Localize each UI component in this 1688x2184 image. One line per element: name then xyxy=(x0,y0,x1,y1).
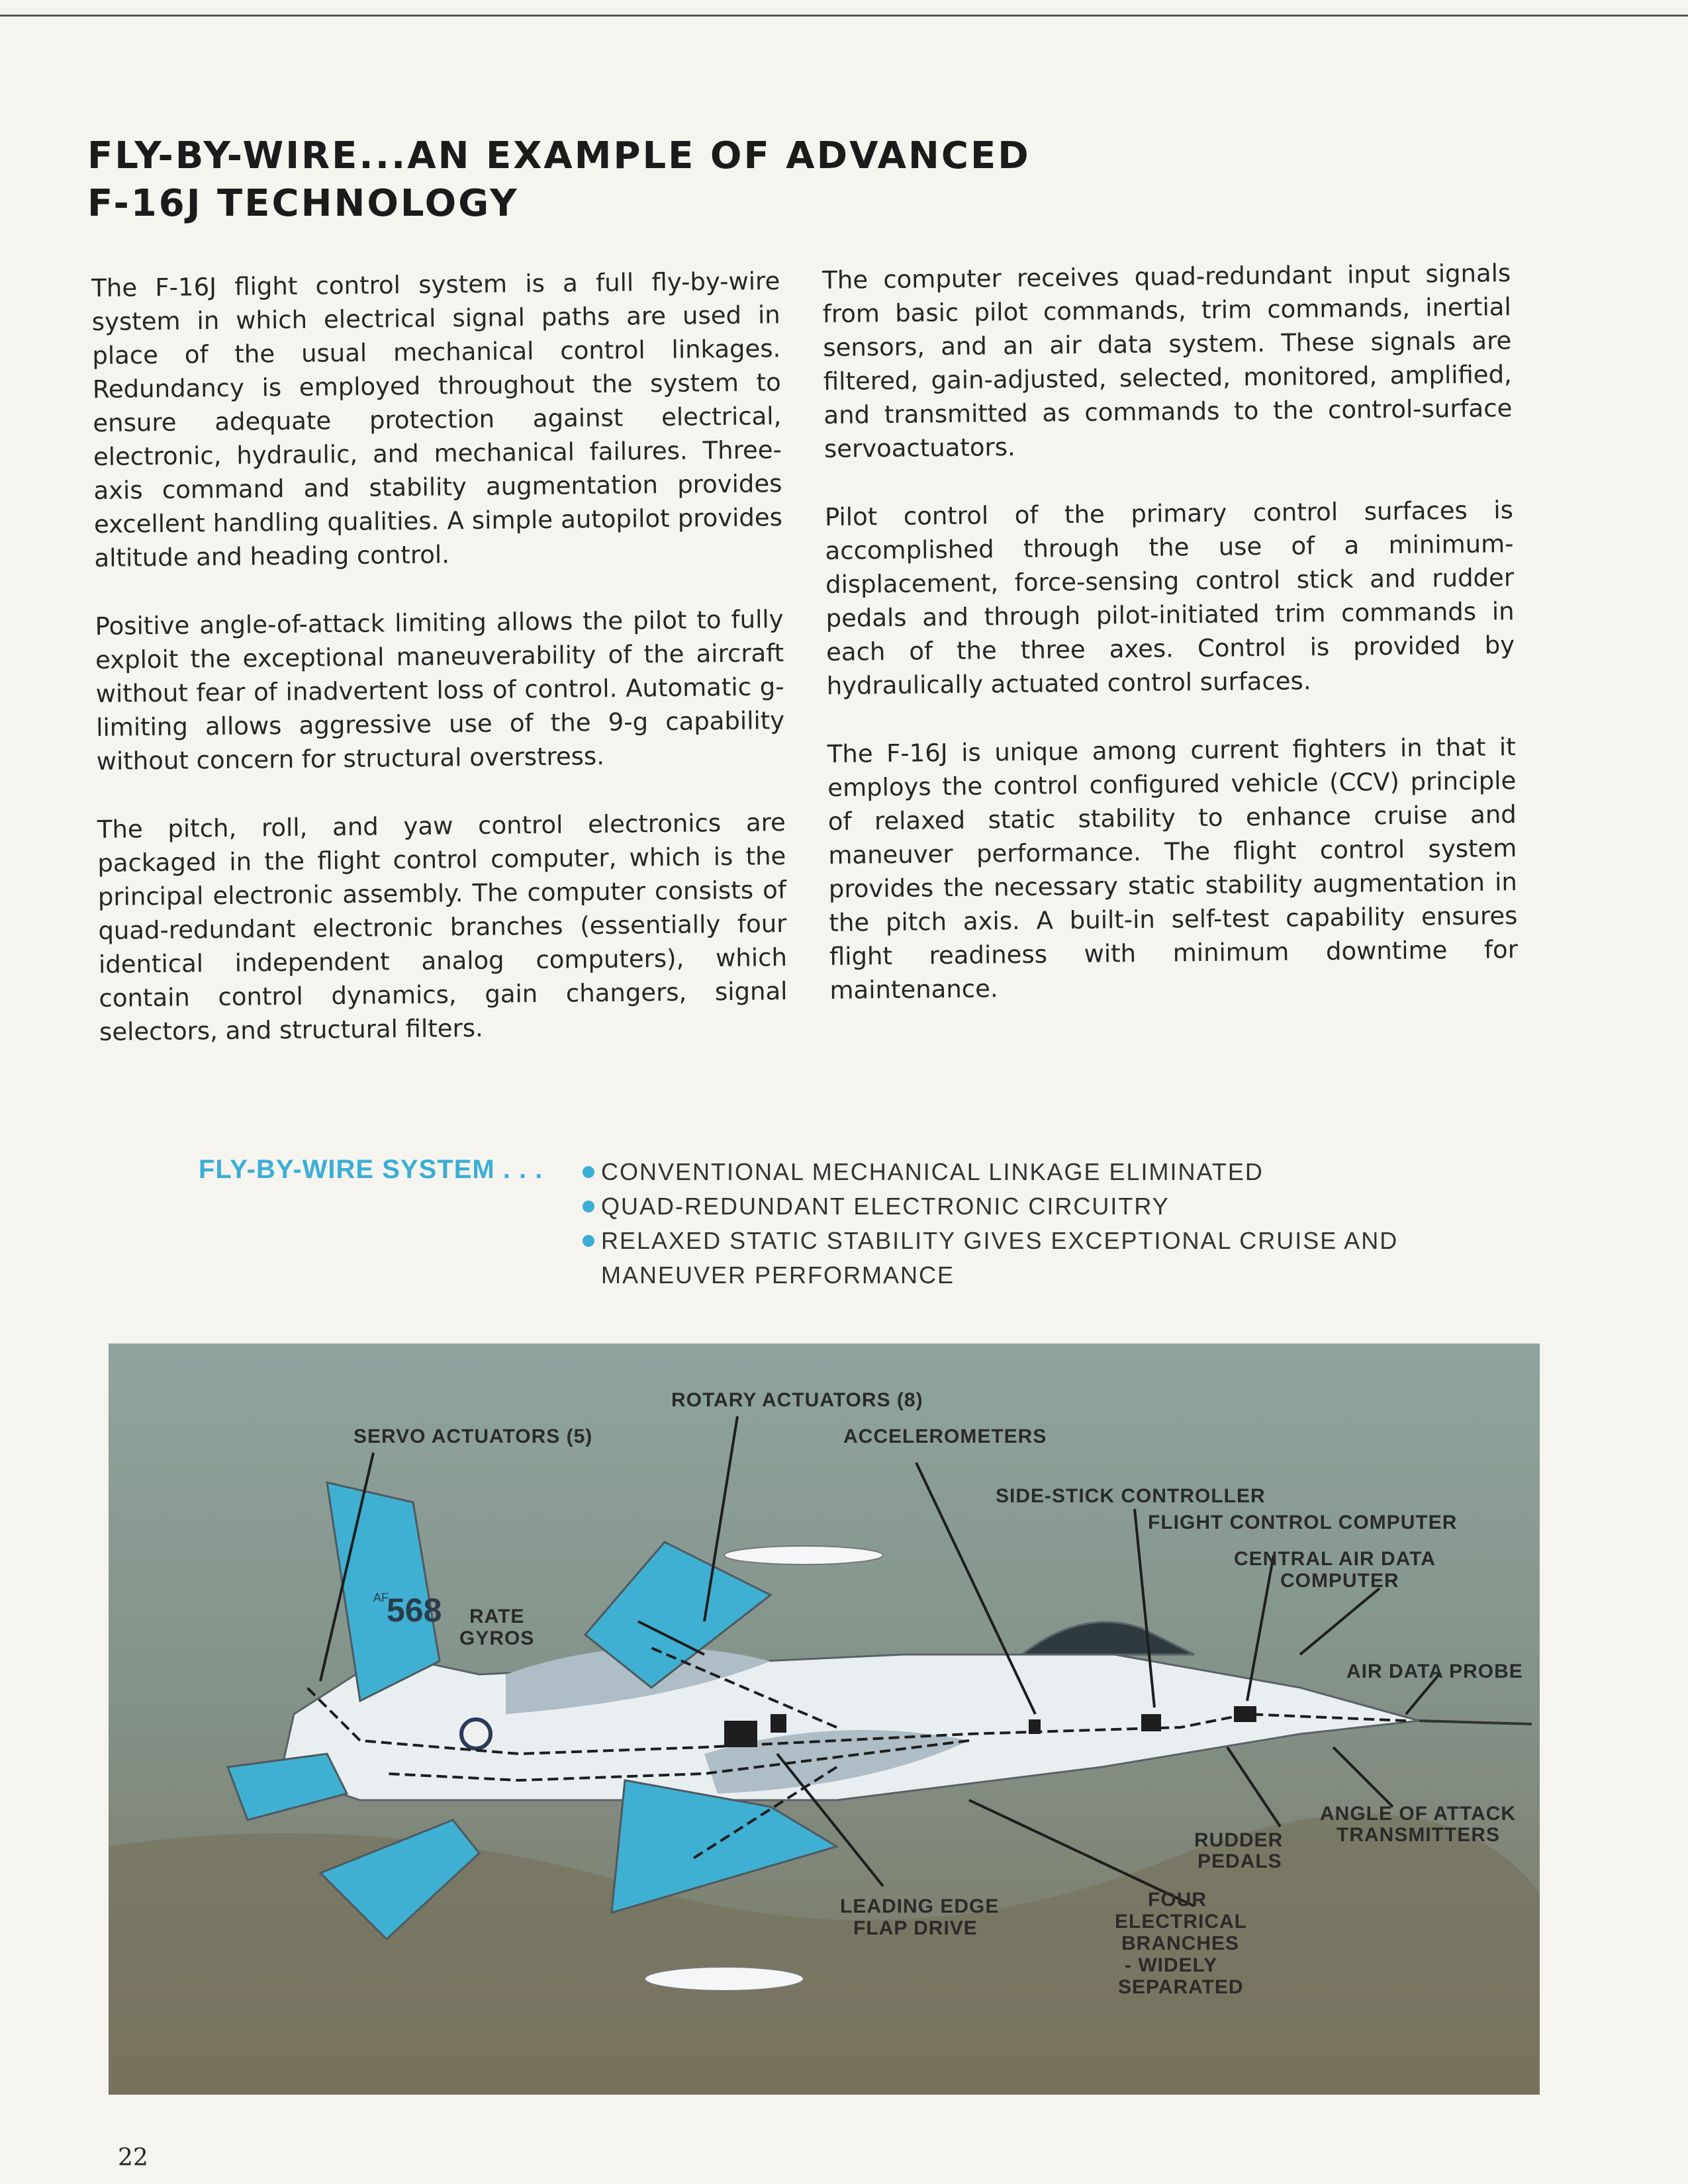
fbw-label: FLY-BY-WIRE SYSTEM . . . xyxy=(199,1155,543,1184)
component-box xyxy=(771,1714,786,1733)
callout-servo-actuators: SERVO ACTUATORS (5) xyxy=(353,1426,593,1447)
fbw-bullet-list xyxy=(583,1155,1462,1293)
callout-air-data-probe: AIR DATA PROBE xyxy=(1346,1661,1523,1682)
component-box xyxy=(1029,1719,1041,1734)
fbw-bullet-item: RELAXED STATIC STABILITY GIVES EXCEPTIONAL CRUISE AND MANEUVER PERFORMANCE xyxy=(583,1224,1462,1293)
paragraph: Pilot control of the primary control surfaces is accomplished through the use of a minimum-displacement, force-sensing control stick and rudder pedals and through pilot-initiated trim commands in each of the three axes. Control is provided by hydraulically actuated control surfaces. xyxy=(824,496,1515,700)
callout-accelerometers: ACCELEROMETERS xyxy=(843,1426,1047,1447)
callout-leading-edge-flap-drive: LEADING EDGE xyxy=(840,1895,1000,1917)
component-box xyxy=(1141,1714,1161,1731)
title-line-1: FLY-BY-WIRE...AN EXAMPLE OF ADVANCED xyxy=(87,134,1031,177)
paragraph: The pitch, roll, and yaw control electronics are packaged in the flight control computer, which is the principal electronic assembly. The computer consists of quad-redundant electronic branches (essentially four identical independent analog computers), which contain control dynamics, gain changers, signal selectors, and structural filters. xyxy=(97,808,788,1046)
callout-leading-edge-flap-drive: FLAP DRIVE xyxy=(853,1917,978,1939)
missile xyxy=(724,1546,883,1565)
right-column xyxy=(822,256,1519,1042)
callout-central-air-data: COMPUTER xyxy=(1280,1570,1399,1592)
paragraph: The F-16J is unique among current fighters in that it employs the control configured vehicle (CCV) principle of relaxed static stability to enhance cruise and maneuver performance. The flight control system provides the necessary static stability augmentation in the pitch axis. A built-in self-test capability ensures flight readiness with minimum downtime for maintenance. xyxy=(827,733,1519,1005)
callout-rudder-pedals: PEDALS xyxy=(1197,1850,1282,1872)
fbw-bullet-item: CONVENTIONAL MECHANICAL LINKAGE ELIMINATED xyxy=(583,1155,1462,1189)
callout-angle-of-attack-transmitters: ANGLE OF ATTACK xyxy=(1320,1803,1517,1825)
callout-angle-of-attack-transmitters: TRANSMITTERS xyxy=(1336,1824,1500,1846)
paragraph: The computer receives quad-redundant input signals from basic pilot commands, trim commands, inertial sensors, and an air data system. These signals are filtered, gain-adjusted, selected, monitored, amplified, and transmitted as commands to the control-surface servoactuators. xyxy=(822,259,1513,463)
tail-number: 568 xyxy=(387,1592,442,1629)
component-box xyxy=(1234,1706,1256,1722)
fbw-bullet-item: QUAD-REDUNDANT ELECTRONIC CIRCUITRY xyxy=(583,1189,1462,1224)
callout-four-electrical-branches: FOUR xyxy=(1148,1889,1207,1911)
callout-rotary-actuators: ROTARY ACTUATORS (8) xyxy=(671,1389,923,1411)
title-line-2: F-16J TECHNOLOGY xyxy=(87,182,519,225)
insignia xyxy=(461,1719,491,1749)
callout-side-stick-controller: SIDE-STICK CONTROLLER xyxy=(996,1485,1266,1507)
aircraft-photo xyxy=(109,1343,1540,2095)
callout-four-electrical-branches: ELECTRICAL xyxy=(1115,1911,1247,1933)
tail-number-prefix: AF xyxy=(373,1591,389,1604)
callout-four-electrical-branches: SEPARATED xyxy=(1118,1976,1244,1998)
callout-rudder-pedals: RUDDER xyxy=(1194,1829,1284,1851)
callout-four-electrical-branches: - WIDELY xyxy=(1125,1954,1218,1976)
page-number: 22 xyxy=(118,2144,148,2171)
paragraph: Positive angle-of-attack limiting allows the pilot to fully exploit the exceptional maneuverability of the aircraft without fear of inadvertent loss of control. Automatic g-limiting allows aggressive use of the 9-g capability without concern for structural overstress. xyxy=(95,605,785,776)
callout-flight-control-computer: FLIGHT CONTROL COMPUTER xyxy=(1148,1512,1458,1533)
callout-central-air-data: CENTRAL AIR DATA xyxy=(1234,1548,1436,1570)
left-column xyxy=(91,264,788,1083)
callout-rate-gyros: RATE xyxy=(469,1606,525,1627)
callout-rate-gyros: GYROS xyxy=(459,1627,535,1649)
top-rule xyxy=(0,15,1688,17)
component-box xyxy=(724,1721,757,1747)
page-title xyxy=(87,132,1345,228)
callout-four-electrical-branches: BRANCHES xyxy=(1121,1933,1240,1954)
missile xyxy=(645,1967,804,1991)
paragraph: The F-16J flight control system is a full fly-by-wire system in which electrical signal paths are used in place of the usual mechanical control linkages. Redundancy is employed throughout the system to ensure adequate protection against electrical, electronic, hydraulic, and mechanical failures. Three-axis command and stability augmentation provides excellent handling qualities. A simple autopilot provides altitude and heading control. xyxy=(91,267,783,572)
